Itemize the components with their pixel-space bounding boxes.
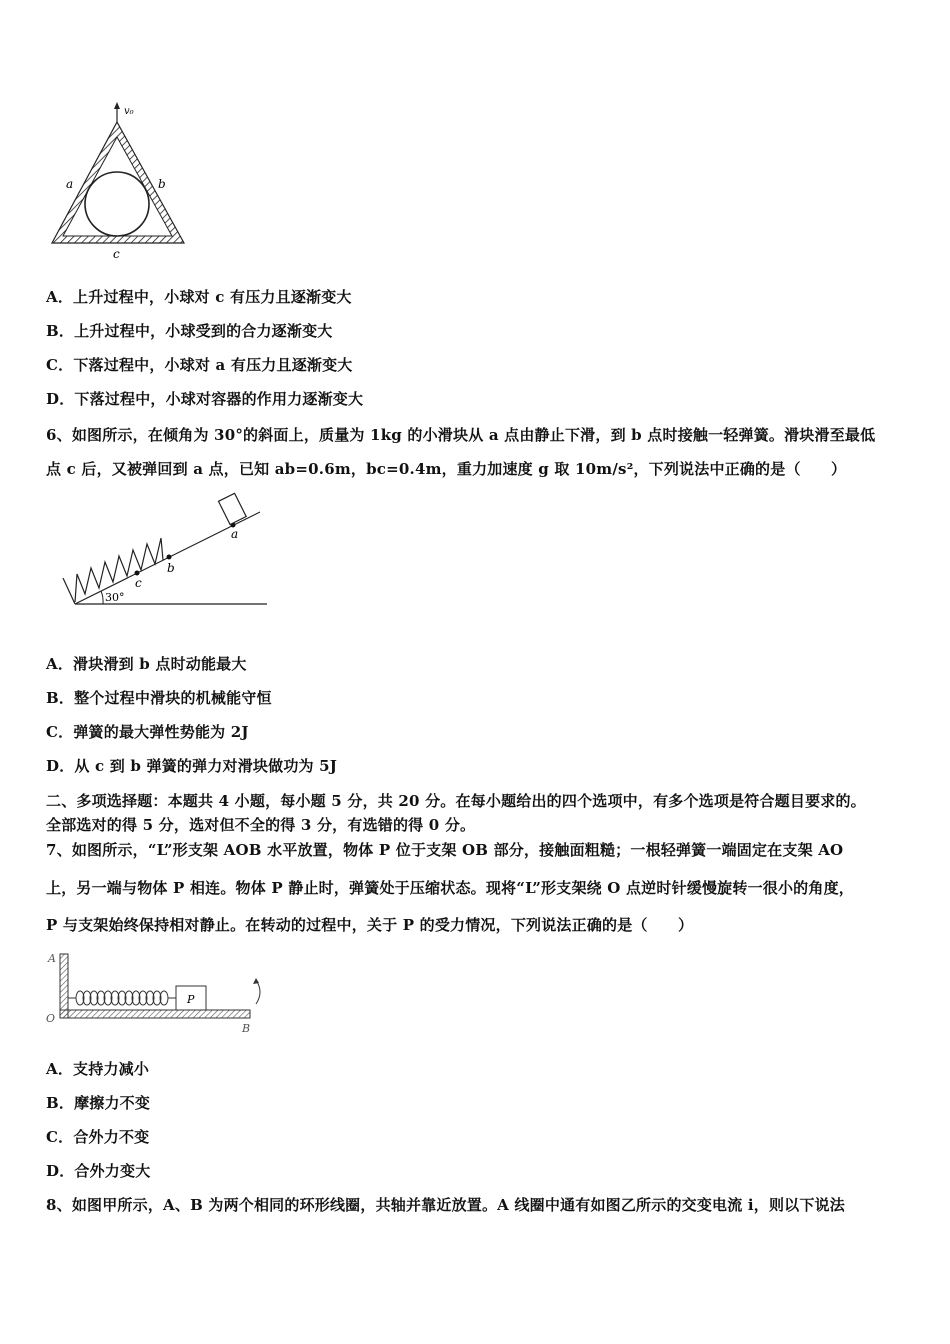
side-b-label: b	[158, 177, 166, 191]
q6-option-b: B．整个过程中滑块的机械能守恒	[46, 689, 272, 707]
point-b-label: b	[167, 561, 175, 575]
side-c-label: c	[113, 247, 120, 261]
triangle-container-figure	[40, 100, 200, 265]
q7-option-c: C．合外力不变	[46, 1128, 150, 1146]
q5-option-d: D．下落过程中，小球对容器的作用力逐渐变大	[46, 390, 364, 408]
q5-option-a: A．上升过程中，小球对 c 有压力且逐渐变大	[46, 288, 352, 306]
q7-stem-line3: P 与支架始终保持相对静止。在转动的过程中，关于 P 的受力情况，下列说法正确的是（ ）	[46, 916, 694, 934]
angle-label: 30°	[105, 591, 125, 604]
q6-stem-line2: 点 c 后，又被弹回到 a 点，已知 ab=0.6m，bc=0.4m，重力加速度 g 取 10m/s²，下列说法中正确的是（ ）	[46, 460, 847, 478]
q7-option-b: B．摩擦力不变	[46, 1094, 151, 1112]
q6-option-a: A．滑块滑到 b 点时动能最大	[46, 655, 247, 673]
section2-line2: 全部选对的得 5 分，选对但不全的得 3 分，有选错的得 0 分。	[46, 816, 476, 834]
point-a-label: a	[231, 527, 239, 541]
q7-option-d: D．合外力变大	[46, 1162, 151, 1180]
point-c-label: c	[135, 576, 142, 590]
side-a-label: a	[66, 177, 74, 191]
q6-stem-line1: 6、如图所示，在倾角为 30°的斜面上，质量为 1kg 的小滑块从 a 点由静止下滑，到 b 点时接触一轻弹簧。滑块滑至最低	[46, 426, 876, 444]
q7-option-a: A．支持力减小	[46, 1060, 150, 1078]
q5-option-b: B．上升过程中，小球受到的合力逐渐变大	[46, 322, 333, 340]
point-O-label: O	[46, 1012, 56, 1025]
q6-option-c: C．弹簧的最大弹性势能为 2J	[46, 723, 249, 741]
incline-spring-figure	[55, 490, 275, 610]
q7-stem-line1: 7、如图所示，“L”形支架 AOB 水平放置，物体 P 位于支架 OB 部分，接触面粗糙；一根轻弹簧一端固定在支架 AO	[46, 841, 844, 859]
q8-stem-line1: 8、如图甲所示，A、B 为两个相同的环形线圈，共轴并靠近放置。A 线圈中通有如图乙所示的交变电流 i，则以下说法	[46, 1196, 845, 1214]
v0-label: v₀	[124, 106, 134, 117]
q6-option-d: D．从 c 到 b 弹簧的弹力对滑块做功为 5J	[46, 757, 338, 775]
point-B-label: B	[242, 1022, 251, 1035]
l-bracket-figure	[42, 948, 272, 1038]
block-p-label: P	[187, 993, 195, 1006]
q7-stem-line2: 上，另一端与物体 P 相连。物体 P 静止时，弹簧处于压缩状态。现将“L”形支架绕 O 点逆时针缓慢旋转一很小的角度，	[46, 879, 854, 897]
point-A-label: A	[48, 952, 56, 965]
q5-option-c: C．下落过程中，小球对 a 有压力且逐渐变大	[46, 356, 353, 374]
section2-line1: 二、多项选择题：本题共 4 小题，每小题 5 分，共 20 分。在每小题给出的四个选项中，有多个选项是符合题目要求的。	[46, 792, 866, 810]
